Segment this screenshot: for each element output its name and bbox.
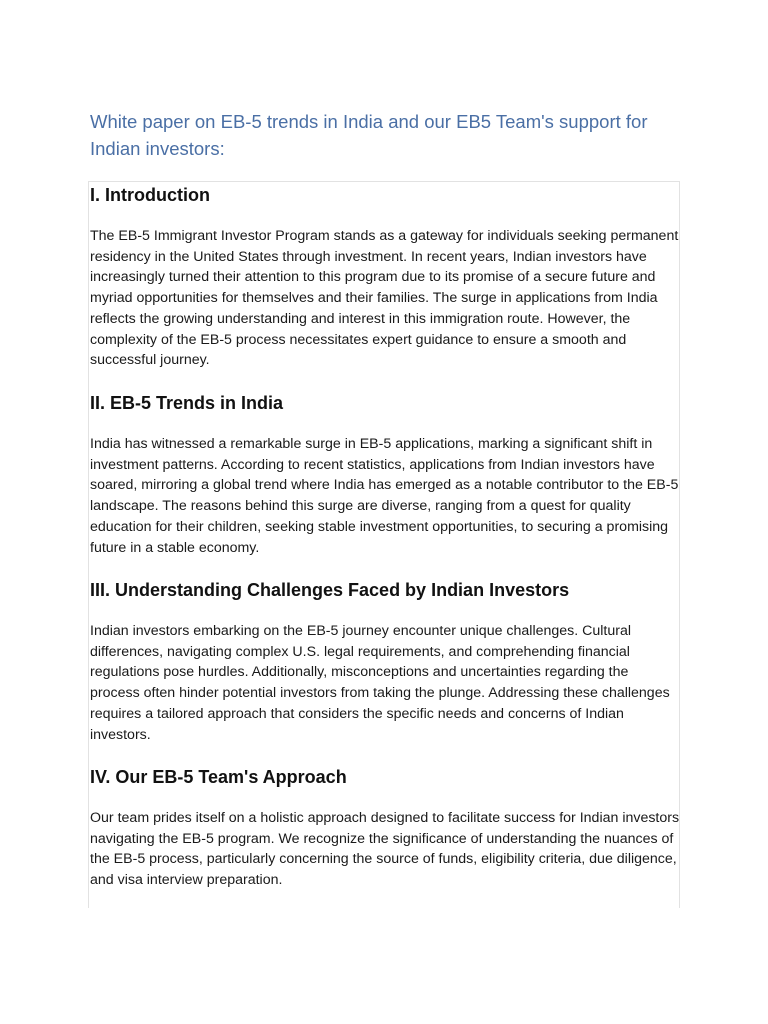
section-body: India has witnessed a remarkable surge in EB-5 applications, marking a significant shift in investment patterns. According to recent statistics, applications from Indian investors have soared, mirroring a global trend where India has emerged as a notable contributor to the EB-5 landscape. The reasons behind this surge are diverse, ranging from a quest for quality education for their children, seeking stable investment opportunities, to securing a promising future in a stable economy. <box>90 436 679 556</box>
document-title: White paper on EB-5 trends in India and our EB5 Team's support for Indian investors: <box>90 111 648 159</box>
section-body: Our team prides itself on a holistic approach designed to facilitate success for Indian investors navigating the EB-5 program. We recognize the significance of understanding the nuances of the EB-5 process, particularly concerning the source of funds, eligibility criteria, due diligence, and visa interview preparation. <box>90 810 680 889</box>
section-body: Indian investors embarking on the EB-5 journey encounter unique challenges. Cultural differences, navigating complex U.S. legal requirements, and comprehending financial regulations pose hurdles. Additionally, misconceptions and uncertainties regarding the process often hinder potential investors from taking the plunge. Addressing these challenges requires a tailored approach that considers the specific needs and concerns of Indian investors. <box>90 623 670 743</box>
section-eb5-trends <box>90 391 680 558</box>
section-heading: IV. Our EB-5 Team's Approach <box>90 767 347 787</box>
section-heading: I. Introduction <box>90 185 210 205</box>
section-challenges <box>90 578 680 745</box>
section-heading: III. Understanding Challenges Faced by Indian Investors <box>90 580 570 600</box>
content-box <box>88 181 680 908</box>
section-team-approach <box>90 765 680 891</box>
section-body: The EB-5 Immigrant Investor Program stands as a gateway for individuals seeking permanent residency in the United States through investment. In recent years, Indian investors have increasingly turned their attention to this program due to its promise of a secure future and myriad opportunities for themselves and their families. The surge in applications from India reflects the growing understanding and interest in this immigration route. However, the complexity of the EB-5 process necessitates expert guidance to ensure a smooth and successful journey. <box>90 228 679 369</box>
section-heading: II. EB-5 Trends in India <box>90 393 284 413</box>
section-introduction <box>90 183 680 371</box>
